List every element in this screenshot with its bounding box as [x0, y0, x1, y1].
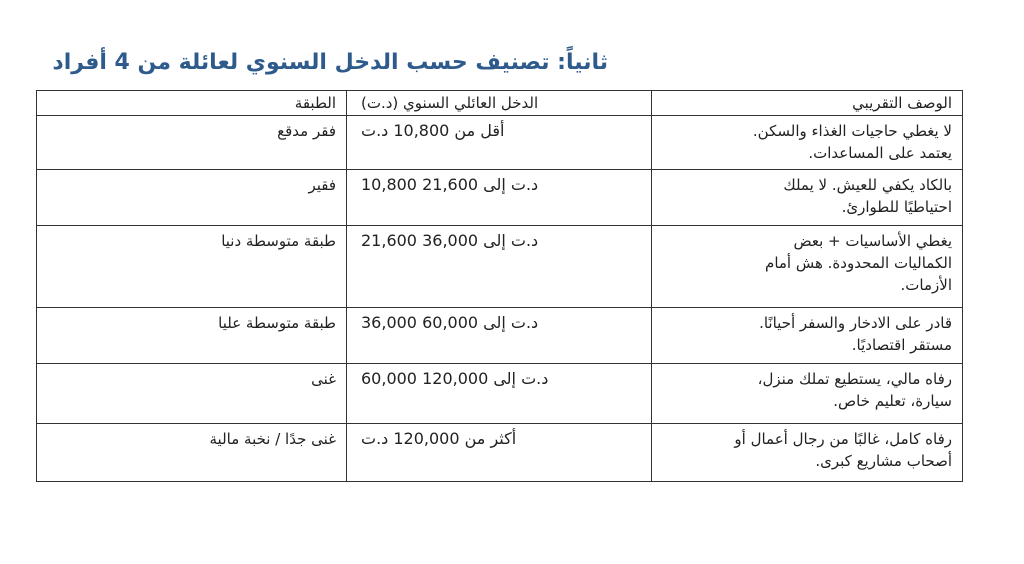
- class-cell: فقير: [37, 170, 347, 226]
- table-row: [37, 116, 963, 170]
- page-title: ثانياً: تصنيف حسب الدخل السنوي لعائلة من 4 أفراد: [52, 50, 608, 75]
- income-cell: 21,600 د.ت إلى 36,000: [347, 226, 652, 308]
- table-row: [37, 424, 963, 482]
- income-classification-table: [36, 90, 963, 482]
- class-cell: طبقة متوسطة عليا: [37, 308, 347, 364]
- class-cell: غنى: [37, 364, 347, 424]
- header-description: الوصف التقريبي: [652, 91, 963, 116]
- description-line: سيارة، تعليم خاص.: [833, 392, 952, 410]
- class-cell: غنى جدًا / نخبة مالية: [37, 424, 347, 482]
- description-line: الأزمات.: [900, 276, 952, 294]
- description-line: لا يغطي حاجيات الغذاء والسكن.: [752, 122, 952, 140]
- income-cell: 10,800 د.ت إلى 21,600: [347, 170, 652, 226]
- description-line: يغطي الأساسيات + بعض: [793, 232, 952, 250]
- description-line: مستقر اقتصاديًا.: [851, 336, 952, 354]
- description-cell: [652, 170, 963, 226]
- table-header-row: [37, 91, 963, 116]
- table-row: [37, 308, 963, 364]
- income-cell: 36,000 د.ت إلى 60,000: [347, 308, 652, 364]
- description-line: رفاه مالي، يستطيع تملك منزل،: [757, 370, 952, 388]
- description-cell: [652, 226, 963, 308]
- description-cell: [652, 424, 963, 482]
- table-row: [37, 364, 963, 424]
- description-line: قادر على الادخار والسفر أحيانًا.: [759, 314, 952, 332]
- description-line: احتياطيًا للطوارئ.: [841, 198, 952, 216]
- description-line: الكماليات المحدودة. هش أمام: [765, 254, 952, 272]
- income-cell: 60,000 د.ت إلى 120,000: [347, 364, 652, 424]
- table-row: [37, 170, 963, 226]
- class-cell: طبقة متوسطة دنيا: [37, 226, 347, 308]
- description-cell: [652, 116, 963, 170]
- class-cell: فقر مدقع: [37, 116, 347, 170]
- description-line: أصحاب مشاريع كبرى.: [815, 452, 952, 470]
- income-cell: أكثر من 120,000 د.ت: [347, 424, 652, 482]
- income-cell: أقل من 10,800 د.ت: [347, 116, 652, 170]
- description-line: رفاه كامل، غالبًا من رجال أعمال أو: [734, 430, 952, 448]
- table-row: [37, 226, 963, 308]
- description-cell: [652, 364, 963, 424]
- header-income: (الدخل العائلي السنوي (د.ت: [347, 91, 652, 116]
- description-cell: [652, 308, 963, 364]
- description-line: بالكاد يكفي للعيش. لا يملك: [783, 176, 952, 194]
- description-line: يعتمد على المساعدات.: [808, 144, 952, 162]
- header-class: الطبقة: [37, 91, 347, 116]
